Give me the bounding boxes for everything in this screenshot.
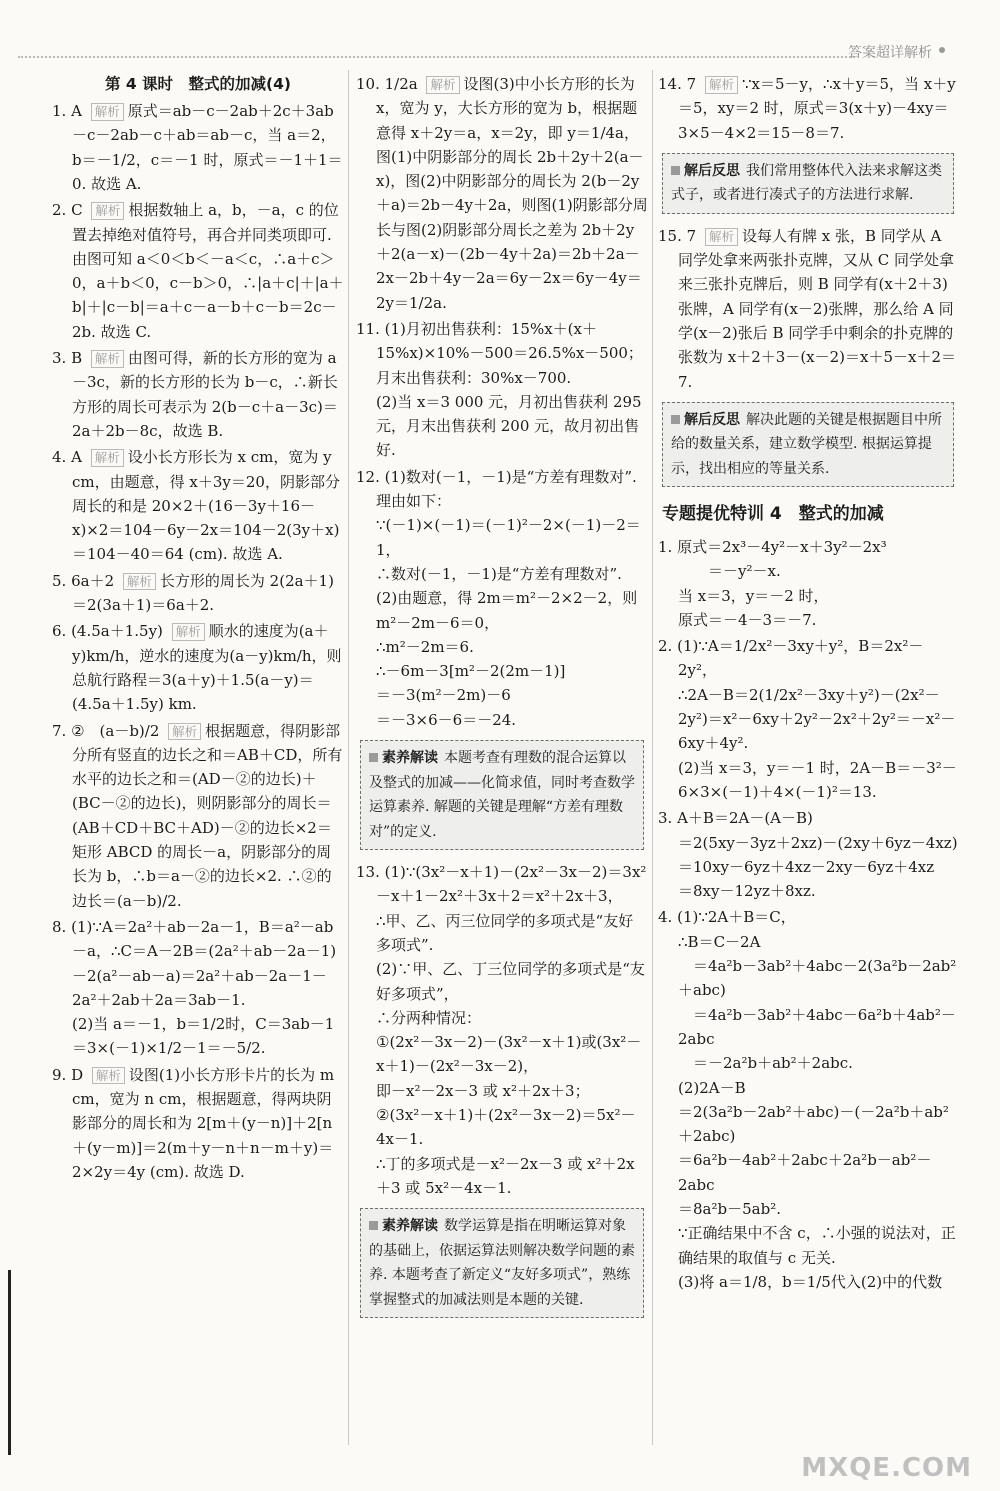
margin-bar xyxy=(8,1270,11,1455)
answer-item xyxy=(52,1063,344,1184)
column-1 xyxy=(52,72,344,1186)
answer-text: 设图(3)中小长方形的长为 x，宽为 y，大长方形的宽为 b，根据题意得 x＋2y＝a，x＝2y，即 y＝1/4a， 图(1)中阴影部分的周长 2b＋2y＋2(a－x)，图(2)中阴影部分的周长为 2(b－2y＋a)＝2b－4y＋2a，则图(1)阴影部分周长与图(2)阴影部分周长之差为 2b＋2y＋2(a－x)－(2b－4y＋2a)＝2b＋2a－2x－2b＋4y－2a＝6y－2x＝6y－4y＝2y＝1/2a. xyxy=(376,75,648,312)
answer-item xyxy=(52,198,344,344)
column-divider xyxy=(652,70,653,1445)
answer-item xyxy=(658,806,958,903)
answer-number: 6. (4.5a＋1.5y) xyxy=(52,622,168,641)
answer-item xyxy=(52,915,344,1061)
answer-number: 3. xyxy=(658,809,678,828)
column-2-items xyxy=(356,72,648,1318)
answer-number: 2. xyxy=(658,637,678,656)
answer-text: 设小长方形长为 x cm，宽为 y cm，由题意，得 x＋3y＝20，阴影部分周长的和是 20×2＋(16－3y＋16－x)×2＝104－6y－2x＝104－2(3y＋x)＝104－40＝64 (cm). 故选 A. xyxy=(72,448,340,564)
answer-text: (1)∵2A＋B＝C， ∴B＝C－2A ＝4a²b－3ab²＋4abc－2(3a²b－2ab²＋abc) ＝4a²b－3ab²＋4abc－6a²b＋4ab²－2abc ＝－2a²b＋ab²＋2abc. (2)2A－B ＝2(3a²b－2ab²＋abc)－(－2a²b＋ab²＋2abc) ＝6a²b－4ab²＋2abc＋2a²b－ab²－2abc ＝8a²b－5ab². ∵正确结果中不含 c，∴小强的说法对，正确结果的取值与 c 无关. (3)将 a＝1/8，b＝1/5代入(2)中的代数 xyxy=(677,908,957,1291)
note-icon xyxy=(671,415,680,424)
answer-number: 12. xyxy=(356,467,385,486)
answer-text: 根据题意，得阴影部分所有竖直的边长之和＝AB＋CD，所有水平的边长之和＝(AD－②的边长)＋(BC－②的边长)，则阴影部分的周长＝(AB＋CD＋BC＋AD)－②的边长×2＝矩形 ABCD 的周长－a，阴影部分的周长为 b，∴b＝a－②的边长×2. ∴②的边长＝(a－b)/2. xyxy=(72,721,343,910)
reflection-box xyxy=(360,740,644,850)
analysis-tag: 解析 xyxy=(91,202,124,220)
answer-item xyxy=(356,72,648,315)
analysis-tag: 解析 xyxy=(91,103,124,121)
answer-item xyxy=(658,224,958,394)
answer-number: 10. 1/2a xyxy=(356,75,423,93)
answer-item xyxy=(658,905,958,1294)
box-text: 我们常用整体代入法来求解这类式子，或者进行凑式子的方法进行求解. xyxy=(671,162,942,204)
answer-text: 顺水的速度为(a＋y)km/h，逆水的速度为(a－y)km/h，则总航行路程＝3(a＋y)＋1.5(a－y)＝(4.5a＋1.5y) km. xyxy=(72,622,342,714)
answer-number: 11. xyxy=(356,319,385,338)
answer-item xyxy=(356,465,648,732)
answer-item xyxy=(52,619,344,716)
answer-number: 1. xyxy=(658,538,678,556)
box-heading: 解后反思 xyxy=(684,411,740,428)
answer-item xyxy=(52,99,344,196)
answer-item xyxy=(52,719,344,913)
answer-number: 14. 7 xyxy=(658,75,701,93)
answer-text: A＋B＝2A－(A－B) ＝2(5xy－3yz＋2xz)－(2xy＋6yz－4xz) ＝10xy－6yz＋4xz－2xy－6yz＋4xz ＝8xy－12yz＋8xz. xyxy=(677,809,958,901)
answer-number: 13. xyxy=(356,863,385,882)
analysis-tag: 解析 xyxy=(168,723,201,741)
answer-item xyxy=(52,346,344,443)
answer-number: 3. B xyxy=(52,349,87,368)
column-divider xyxy=(348,70,349,1445)
header-label: 答案超详解析 xyxy=(848,45,932,61)
answer-item xyxy=(658,72,958,145)
column-1-items xyxy=(52,99,344,1184)
box-text: 数学运算是指在明晰运算对象的基础上，依据运算法则解决数学问题的素养. 本题考查了新定义“友好多项式”，熟练掌握整式的加减法则是本题的关键. xyxy=(369,1218,635,1308)
answer-text: ∵x＝5－y，∴x＋y＝5，当 x＋y＝5，xy＝2 时，原式＝3(x＋y)－4xy＝3×5－4×2＝15－8＝7. xyxy=(678,75,956,142)
answer-text: 设每人有牌 x 张，B 同学从 A 同学处拿来两张扑克牌，又从 C 同学处拿来三张扑克牌后，则 B 同学有(x＋2＋3)张牌，A 同学有(x－2)张牌，那么给 A 同学(x－2)张后 B 同学手中剩余的扑克牌的张数为 x＋2＋3－(x－2)＝x＋5－x＋2＝7. xyxy=(678,226,957,391)
answer-number: 8. xyxy=(52,917,72,936)
answer-text: 根据数轴上 a，b，－a，c 的位置去掉绝对值符号，再合并同类项即可. 由图可知 a＜0＜b＜－a＜c，∴a＋c＞0，a＋b＜0，c－b＞0，∴|a＋c|＋|a＋b|＋|c－b|＝a＋c－a－b＋c－b＝2c－2b. 故选 C. xyxy=(72,201,344,341)
answer-item xyxy=(52,569,344,618)
answer-text: 原式＝2x³－4y²－x＋3y²－2x³ ＝－y²－x. 当 x＝3，y＝－2 时， 原式＝－4－3＝－7. xyxy=(677,538,887,629)
analysis-tag: 解析 xyxy=(92,1067,125,1085)
section-title: 专题提优特训 4 整式的加减 xyxy=(662,504,884,525)
box-heading: 素养解读 xyxy=(382,1218,438,1235)
analysis-tag: 解析 xyxy=(705,228,738,246)
header-dot-icon xyxy=(939,47,945,53)
analysis-tag: 解析 xyxy=(91,350,124,368)
watermark-logo: MXQE.COM xyxy=(801,1453,972,1483)
answer-text: 设图(1)小长方形卡片的长为 m cm，宽为 n cm，根据题意，得两块阴影部分的周长和为 2[m＋(y－n)]＋2[n＋(y－m)]＝2(m＋y－n＋n－m＋y)＝2×2y＝4y (cm). 故选 D. xyxy=(72,1065,339,1181)
answer-text: (1)∵A＝2a²＋ab－2a－1，B＝a²－ab－a，∴C＝A－2B＝(2a²＋ab－2a－1)－2(a²－ab－a)＝2a²＋ab－2a－1－2a²＋2ab＋2a＝3ab－1. (2)当 a＝－1，b＝1/2时，C＝3ab－1＝3×(－1)×1/2－1＝－5/2. xyxy=(71,917,337,1058)
note-icon xyxy=(369,753,378,762)
header-rule xyxy=(18,56,855,58)
reflection-box xyxy=(662,153,954,214)
answer-text: (1)数对(－1，－1)是“方差有理数对”. 理由如下： ∵(－1)×(－1)＝(－1)²－2×(－1)－2＝1， ∴数对(－1，－1)是“方差有理数对”. (2)由题意，得 2m＝m²－2×2－2，则 m²－2m－6＝0， ∴m²－2m＝6. ∴－6m－3[m²－2(2m－1)] ＝－3(m²－2m)－6 ＝－3×6－6＝－24. xyxy=(376,467,641,729)
analysis-tag: 解析 xyxy=(91,449,124,467)
answer-text: 长方形的周长为 2(2a＋1)＝2(3a＋1)＝6a＋2. xyxy=(72,571,334,615)
analysis-tag: 解析 xyxy=(172,623,205,641)
note-icon xyxy=(369,1221,378,1230)
answer-number: 1. A xyxy=(52,102,87,121)
column-3-items xyxy=(658,72,958,1294)
answer-item xyxy=(658,634,958,804)
answer-item xyxy=(52,445,344,566)
answer-text: (1)∵A＝1/2x²－3xy＋y²，B＝2x²－2y²， ∴2A－B＝2(1/2x²－3xy＋y²)－(2x²－2y²)＝x²－6xy＋2y²－2x²＋2y²＝－x²－6xy＋4y². (2)当 x＝3，y＝－1 时，2A－B＝－3²－6×3×(－1)＋4×(－1)²＝13. xyxy=(677,637,957,801)
analysis-tag: 解析 xyxy=(123,573,156,591)
box-heading: 素养解读 xyxy=(382,750,438,767)
column-3 xyxy=(658,72,958,1296)
answer-number: 4. xyxy=(658,908,678,927)
answer-text: 由图可得，新的长方形的宽为 a－3c，新的长方形的长为 b－c，∴新长方形的周长可表示为 2(b－c＋a－3c)＝2a＋2b－8c，故选 B. xyxy=(72,349,338,440)
reflection-box xyxy=(662,402,954,488)
note-icon xyxy=(671,166,680,175)
answer-text: (1)∵(3x²－x＋1)－(2x²－3x－2)＝3x²－x＋1－2x²＋3x＋2＝x²＋2x＋3， ∴甲、乙、丙三位同学的多项式是“友好多项式”. (2)∵甲、乙、丁三位同学的多项式是“友好多项式”， ∴分两种情况： ①(2x²－3x－2)－(3x²－x＋1)或(3x²－x＋1)－(2x²－3x－2)， 即－x²－2x－3 或 x²＋2x＋3； ②(3x²－x＋1)＋(2x²－3x－2)＝5x²－4x－1. ∴丁的多项式是－x²－2x－3 或 x²＋2x＋3 或 5x²－4x－1. xyxy=(376,863,647,1197)
analysis-tag: 解析 xyxy=(705,76,738,94)
answer-text: 原式＝ab－c－2ab＋2c＋3ab－c－2ab－c＋ab＝ab－c，当 a＝2，b＝－1/2，c＝－1 时，原式＝－1＋1＝0. 故选 A. xyxy=(72,102,343,193)
answer-number: 5. 6a＋2 xyxy=(52,571,119,590)
analysis-tag: 解析 xyxy=(426,76,459,94)
answer-number: 2. C xyxy=(52,201,88,220)
answer-number: 15. 7 xyxy=(658,226,701,245)
answer-number: 9. D xyxy=(52,1065,88,1084)
column-2 xyxy=(356,72,648,1328)
answer-number: 4. A xyxy=(52,448,87,467)
answer-item xyxy=(658,535,958,632)
box-text: 本题考查有理数的混合运算以及整式的加减——化简求值，同时考查数学运算素养. 解题的关键是理解“方差有理数对”的定义. xyxy=(369,750,635,840)
box-text: 解决此题的关键是根据题目中所给的数量关系，建立数学模型. 根据运算提示，找出相应的等量关系. xyxy=(671,411,942,477)
lesson-title: 第 4 课时 整式的加减(4) xyxy=(104,75,292,93)
reflection-box xyxy=(360,1208,644,1318)
answer-number: 7. ② (a－b)/2 xyxy=(52,721,165,740)
box-heading: 解后反思 xyxy=(684,162,740,179)
answer-item xyxy=(356,317,648,463)
answer-item xyxy=(356,860,648,1200)
answer-text: (1)月初出售获利：15%x＋(x＋15%x)×10%－500＝26.5%x－500； 月末出售获利：30%x－700. (2)当 x＝3 000 元，月初出售获利 295 元，月末出售获利 200 元，故月初出售好. xyxy=(376,319,643,460)
